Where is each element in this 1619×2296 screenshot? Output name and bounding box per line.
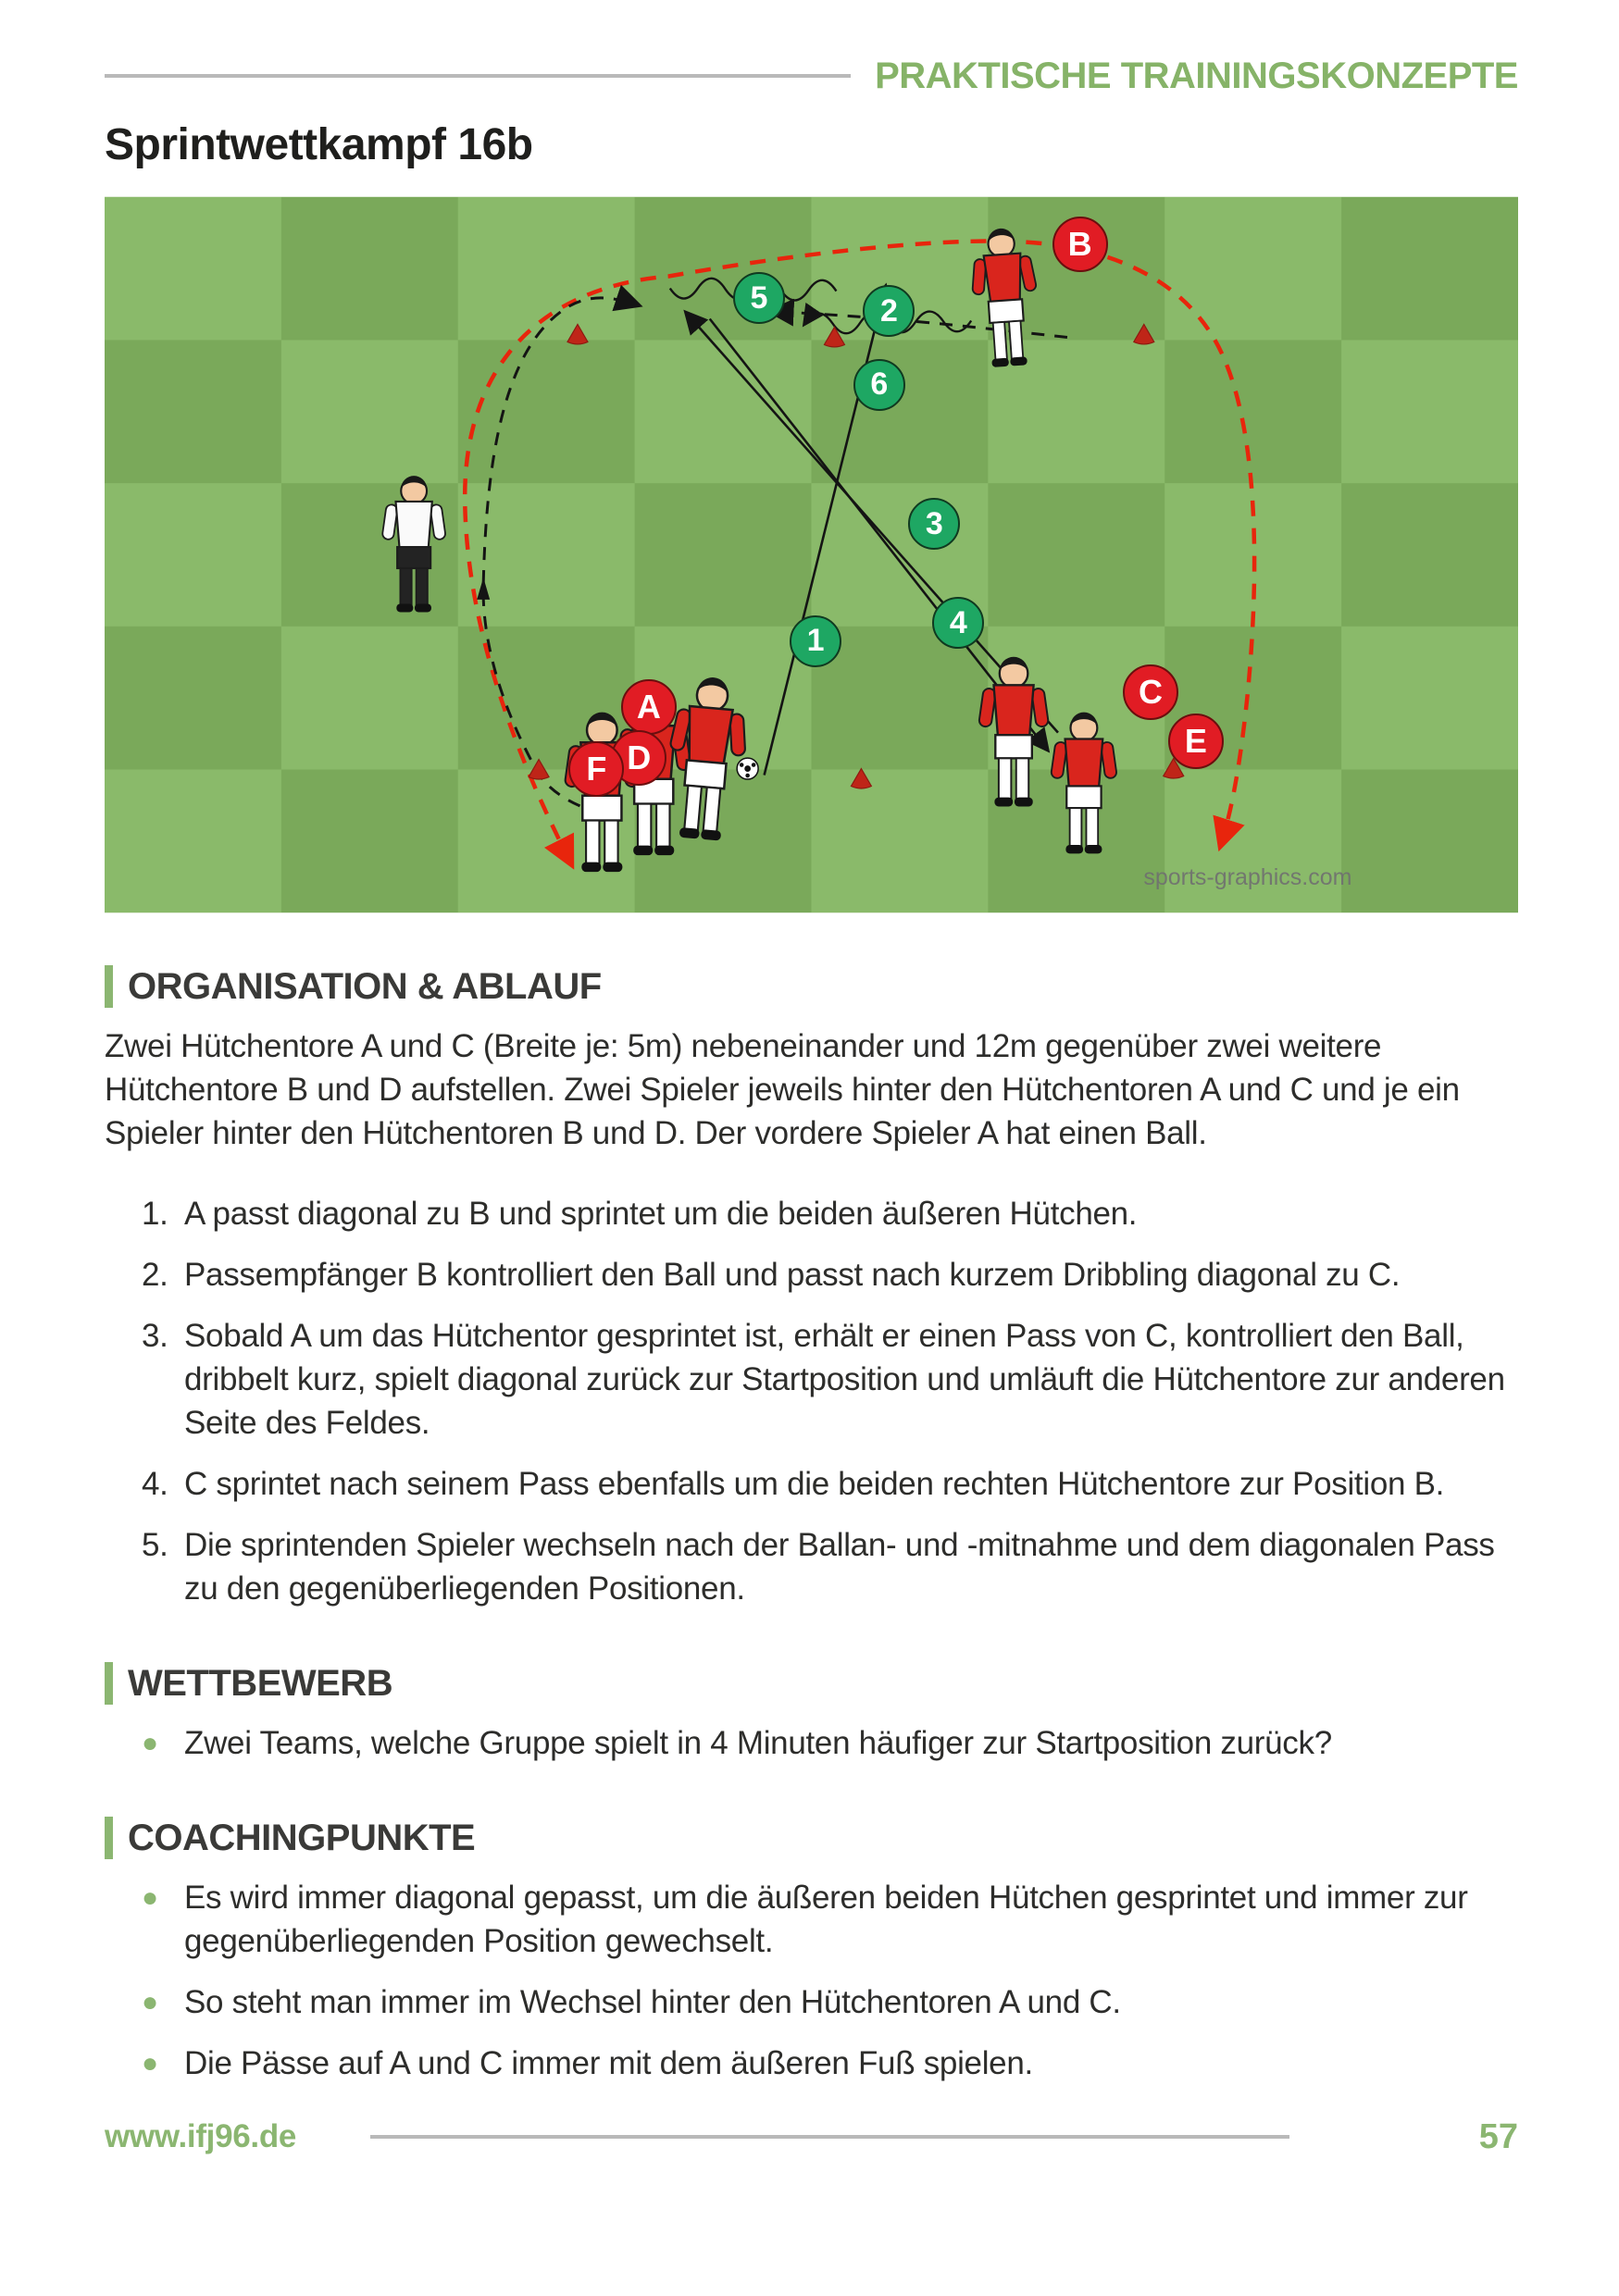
list-item-text: Es wird immer diagonal gepasst, um die äußeren beiden Hütchen gesprintet und immer zur gegenüberliegenden Position gewechselt. xyxy=(184,1880,1468,1959)
list-number: 5. xyxy=(142,1527,168,1563)
bullet-dot-icon: ● xyxy=(142,1728,158,1758)
list-item xyxy=(105,1192,1518,1235)
list-item xyxy=(105,1523,1518,1610)
step-marker-3: 3 xyxy=(908,498,960,550)
player-marker-c: C xyxy=(1123,664,1178,720)
list-item xyxy=(105,2042,1518,2085)
list-item-text: Zwei Teams, welche Gruppe spielt in 4 Minuten häufiger zur Startposition zurück? xyxy=(184,1725,1332,1761)
list-item-text: Sobald A um das Hütchentor gesprintet ist, erhält er einen Pass von C, kontrolliert den Ball, dribbelt kurz, spielt diagonal zurück zur Startposition und umläuft die Hütchentore zur anderen Seite des Feldes. xyxy=(184,1318,1505,1441)
page-footer xyxy=(105,2115,1518,2159)
header-rule xyxy=(105,74,851,78)
list-item xyxy=(105,1462,1518,1506)
section-heading-text: ORGANISATION & ABLAUF xyxy=(128,965,602,1007)
list-item xyxy=(105,1253,1518,1297)
list-number: 2. xyxy=(142,1257,168,1293)
page-number: 57 xyxy=(1478,2116,1518,2156)
list-item xyxy=(105,1314,1518,1445)
list-item-text: A passt diagonal zu B und sprintet um die beiden äußeren Hütchen. xyxy=(184,1196,1138,1232)
organisation-paragraph: Zwei Hütchentore A und C (Breite je: 5m) nebeneinander und 12m gegenüber zwei weitere Hütchentore B und D aufstellen. Zwei Spieler jeweils hinter den Hütchentoren A und C und je ein Spieler hinter den Hütchentoren B und D. Der vordere Spieler A hat einen Ball. xyxy=(105,1028,1460,1151)
list-item xyxy=(105,1980,1518,2024)
list-item-text: Passempfänger B kontrolliert den Ball und passt nach kurzem Dribbling diagonal zu C. xyxy=(184,1257,1401,1293)
section-heading-text: COACHINGPUNKTE xyxy=(128,1817,476,1858)
list-item xyxy=(105,1876,1518,1963)
list-item-text: So steht man immer im Wechsel hinter den Hütchentoren A und C. xyxy=(184,1984,1121,2020)
header-kicker: PRAKTISCHE TRAININGSKONZEPTE xyxy=(875,55,1518,96)
section-heading-wettbewerb xyxy=(105,1662,1518,1705)
diagram-markers xyxy=(105,196,1518,913)
footer-rule xyxy=(370,2135,1289,2139)
step-marker-4: 4 xyxy=(932,597,984,649)
player-marker-a: A xyxy=(621,679,677,735)
bullet-dot-icon: ● xyxy=(142,1987,158,2017)
list-number: 3. xyxy=(142,1318,168,1354)
page-title: Sprintwettkampf 16b xyxy=(105,120,533,169)
section-heading-organisation xyxy=(105,965,1518,1008)
footer-url: www.ifj96.de xyxy=(105,2118,297,2154)
bullet-dot-icon: ● xyxy=(142,1882,158,1913)
step-marker-1: 1 xyxy=(790,615,841,667)
player-marker-e: E xyxy=(1168,714,1224,769)
heading-accent-bar xyxy=(105,965,113,1008)
step-marker-6: 6 xyxy=(853,359,905,411)
section-heading-text: WETTBEWERB xyxy=(128,1662,393,1704)
list-item-text: Die Pässe auf A und C immer mit dem äußeren Fuß spielen. xyxy=(184,2045,1033,2081)
coachingpunkte-list xyxy=(105,1876,1518,2085)
player-marker-d: D xyxy=(611,730,666,786)
list-item xyxy=(105,1721,1518,1765)
list-item-text: Die sprintenden Spieler wechseln nach der Ballan- und -mitnahme und dem diagonalen Pass zu den gegenüberliegenden Positionen. xyxy=(184,1527,1495,1607)
bullet-dot-icon: ● xyxy=(142,2048,158,2079)
list-number: 1. xyxy=(142,1196,168,1232)
step-marker-2: 2 xyxy=(863,285,915,337)
training-diagram xyxy=(105,196,1518,913)
page-header xyxy=(105,56,1518,96)
player-marker-b: B xyxy=(1052,217,1108,272)
wettbewerb-list xyxy=(105,1721,1518,1765)
step-marker-5: 5 xyxy=(733,272,785,324)
heading-accent-bar xyxy=(105,1662,113,1705)
page xyxy=(105,0,1518,2159)
ablauf-list xyxy=(105,1192,1518,1610)
player-marker-f: F xyxy=(568,741,624,797)
section-heading-coachingpunkte xyxy=(105,1817,1518,1859)
list-number: 4. xyxy=(142,1466,168,1502)
heading-accent-bar xyxy=(105,1817,113,1859)
watermark: sports-graphics.com xyxy=(1143,864,1352,891)
list-item-text: C sprintet nach seinem Pass ebenfalls um die beiden rechten Hütchentore zur Position B. xyxy=(184,1466,1445,1502)
